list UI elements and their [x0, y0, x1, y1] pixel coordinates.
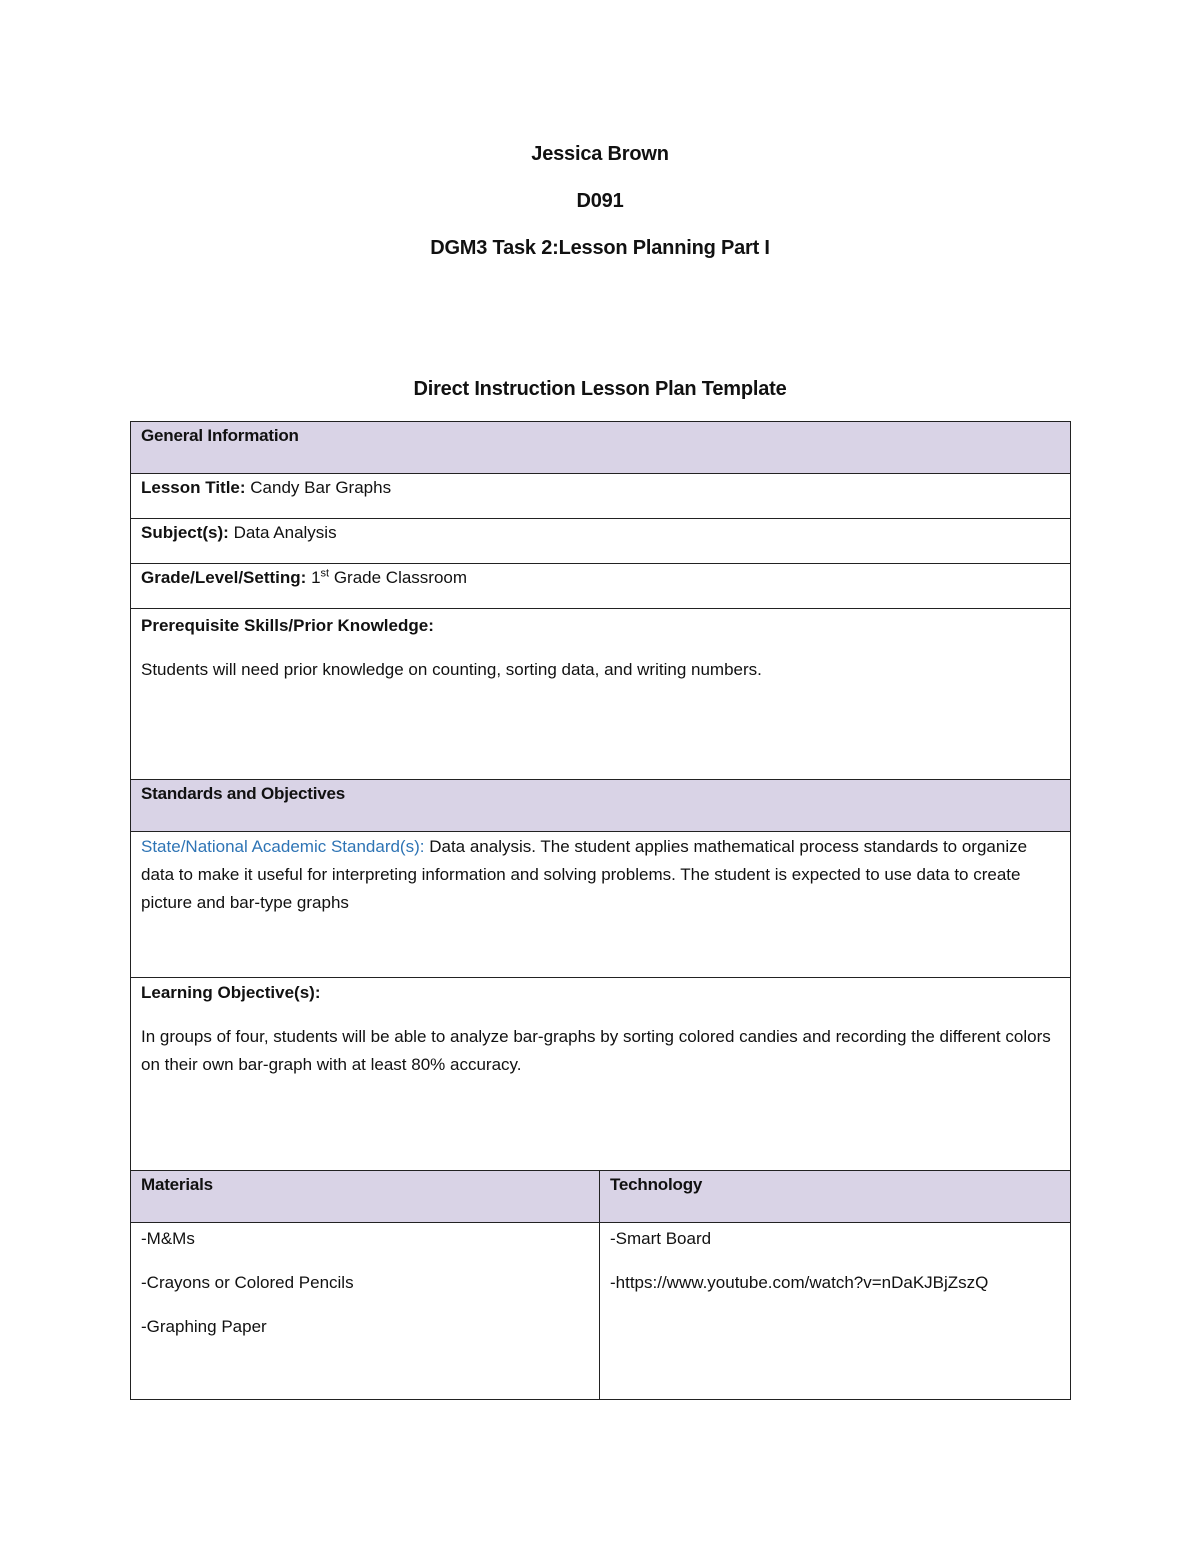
course-code: D091	[576, 190, 624, 212]
grade-rest: Grade Classroom	[333, 568, 468, 587]
prerequisite-row	[131, 609, 1071, 780]
materials-technology-row	[131, 1223, 1071, 1400]
materials-list	[131, 1223, 600, 1400]
template-title: Direct Instruction Lesson Plan Template	[413, 378, 787, 400]
standards-heading: Standards and Objectives	[131, 780, 1071, 832]
standard-label: State/National Academic Standard(s):	[141, 837, 425, 856]
standard-text: Data analysis. The student applies mathematical process standards to organize data to make it useful for interpreting information and solving problems. The student is expected to use data to create picture and bar-type graphs	[141, 837, 1028, 912]
general-information-heading: General Information	[131, 422, 1071, 474]
standards-header	[131, 780, 1071, 832]
general-information-header	[131, 422, 1071, 474]
technology-list	[600, 1223, 1071, 1400]
lesson-plan-table	[130, 421, 1071, 1400]
lesson-title-row	[131, 474, 1071, 519]
author-name: Jessica Brown	[531, 143, 669, 165]
lesson-title-value: Candy Bar Graphs	[250, 478, 392, 497]
materials-item: -Graphing Paper	[141, 1317, 267, 1336]
grade-suffix: st	[320, 567, 330, 580]
objective-text: In groups of four, students will be able to analyze bar-graphs by sorting colored candies and recording the different colors on their own bar-graph with at least 80% accuracy.	[141, 1027, 1051, 1074]
materials-item: -Crayons or Colored Pencils	[141, 1273, 354, 1292]
prerequisite-text: Students will need prior knowledge on counting, sorting data, and writing numbers.	[141, 660, 762, 679]
task-title: DGM3 Task 2:Lesson Planning Part I	[430, 237, 770, 259]
materials-technology-header	[131, 1171, 1071, 1223]
subjects-row	[131, 519, 1071, 564]
subjects-label: Subject(s):	[141, 523, 229, 542]
prerequisite-label: Prerequisite Skills/Prior Knowledge:	[141, 616, 434, 635]
technology-heading: Technology	[600, 1171, 1071, 1223]
standard-paragraph	[141, 833, 1060, 917]
objective-label: Learning Objective(s):	[141, 983, 321, 1002]
subjects-value: Data Analysis	[233, 523, 337, 542]
materials-heading: Materials	[131, 1171, 600, 1223]
lesson-title-label: Lesson Title:	[141, 478, 246, 497]
materials-item: -M&Ms	[141, 1229, 195, 1248]
grade-row	[131, 564, 1071, 609]
technology-item: -Smart Board	[610, 1229, 712, 1248]
objective-row	[131, 978, 1071, 1171]
grade-label: Grade/Level/Setting:	[141, 568, 307, 587]
standard-row	[131, 832, 1071, 978]
technology-link[interactable]: -https://www.youtube.com/watch?v=nDaKJBjZszQ	[610, 1273, 989, 1292]
grade-number: 1	[311, 568, 321, 587]
